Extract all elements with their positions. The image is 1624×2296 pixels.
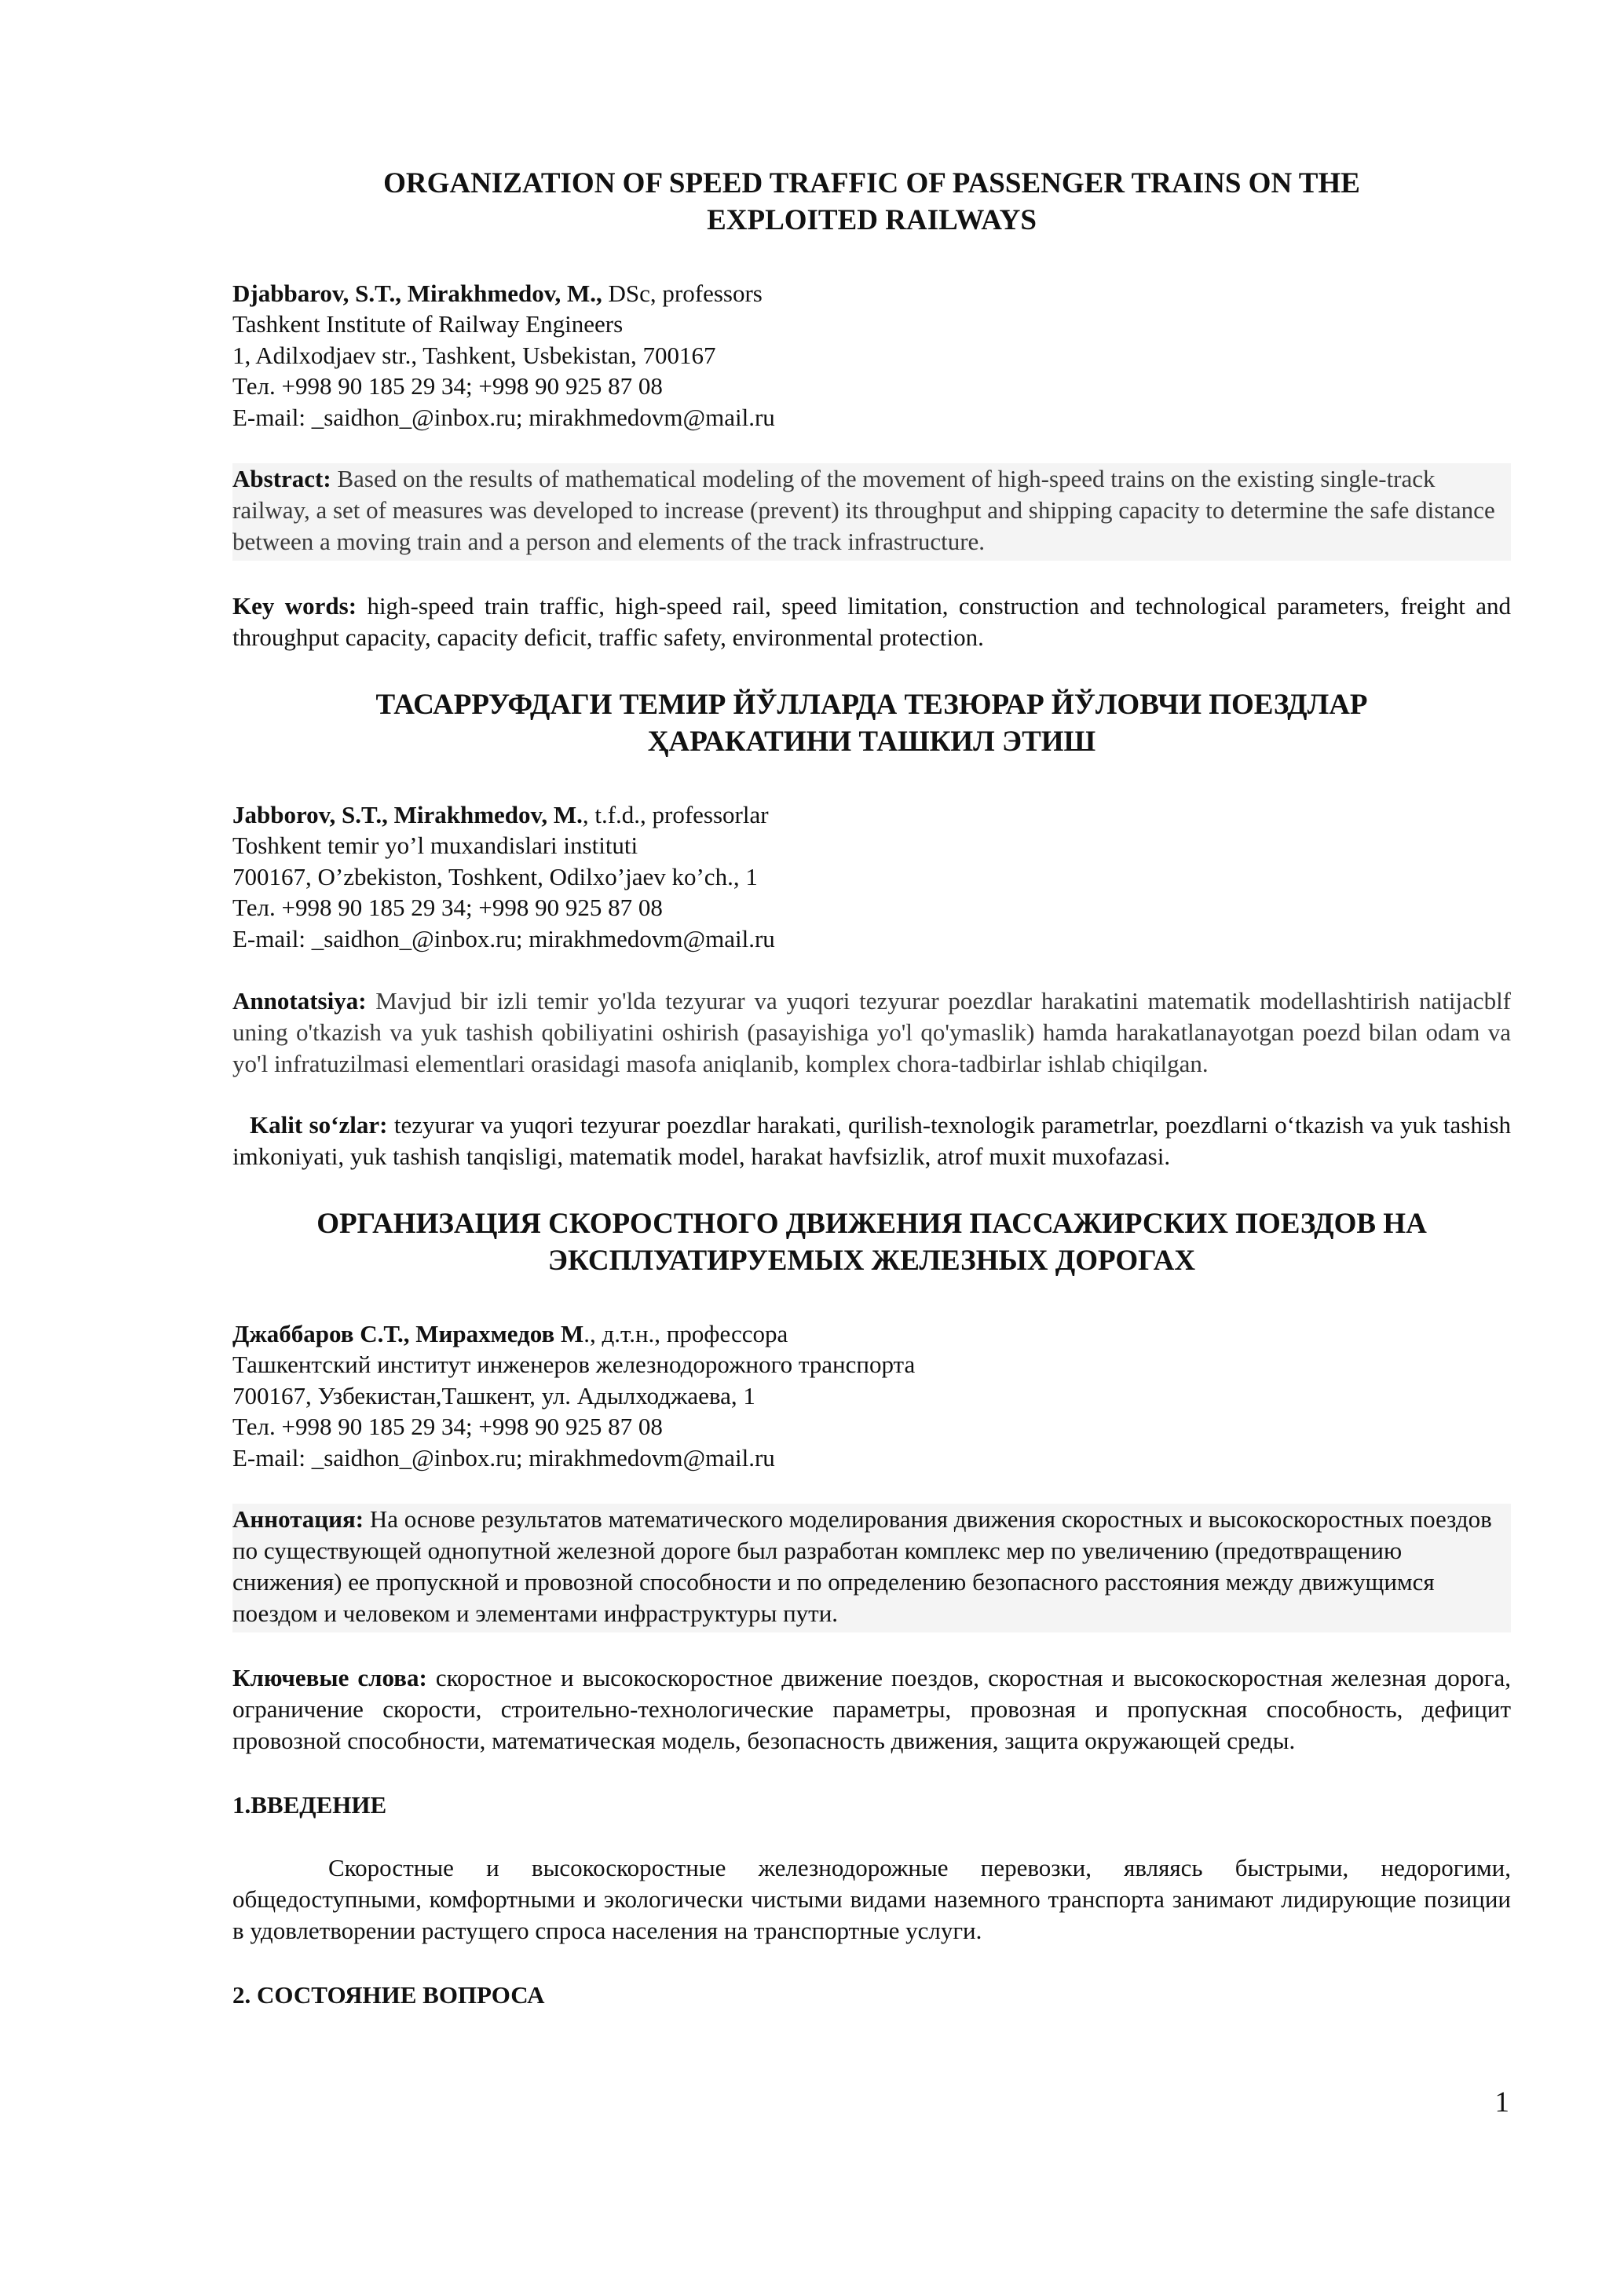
uzbek-authors-block	[232, 799, 1511, 954]
english-email: E-mail: _saidhon_@inbox.ru; mirakhmedovm@mail.ru	[232, 403, 775, 431]
kalit-label: Kalit so‘zlar:	[250, 1111, 388, 1139]
annotation-label: Annotatsiya:	[232, 987, 367, 1015]
russian-authors-block	[232, 1318, 1511, 1473]
uzbek-author-names: Jabborov, S.T., Mirakhmedov, M.	[232, 801, 583, 829]
russian-phone: Тел. +998 90 185 29 34; +998 90 925 87 08	[232, 1413, 663, 1441]
uzbek-address: 700167, O’zbekiston, Toshkent, Odilxo’jaev ko’ch., 1	[232, 862, 758, 890]
kalit-text: tezyurar va yuqori tezyurar poezdlar harakati, qurilish-texnologik parametrlar, poezdlarni o‘tkazish va yuk tashish imkoniyati, yuk tashish tanqisligi, matematik model, harakat havfsizlik, atrof muxit muxofazasi.	[232, 1111, 1512, 1171]
annotatsiya-label: Аннотация:	[232, 1505, 364, 1534]
english-abstract	[232, 463, 1511, 561]
russian-address: 700167, Узбекистан,Ташкент, ул. Адылходжаева, 1	[232, 1381, 755, 1409]
uzbek-affiliation: Toshkent temir yo’l muxandislari instituti	[232, 832, 638, 860]
abstract-text: Based on the results of mathematical modeling of the movement of high-speed trains on the existing single-track railway, a set of measures was developed to increase (prevent) its throughput and shipping capacity to determine the safe distance between a moving train and a person and elements of the track infrastructure.	[232, 465, 1495, 556]
russian-author-degree: ., д.т.н., профессора	[583, 1320, 788, 1348]
uzbek-phone: Тел. +998 90 185 29 34; +998 90 925 87 08	[232, 894, 663, 922]
paper-content	[232, 165, 1511, 2011]
russian-keywords	[232, 1662, 1511, 1757]
english-authors-block	[232, 278, 1511, 433]
english-affiliation: Tashkent Institute of Railway Engineers	[232, 310, 624, 338]
uzbek-author-degree: , t.f.d., professorlar	[582, 801, 769, 829]
russian-authors	[232, 1318, 1511, 1349]
english-author-degree: DSc, professors	[602, 280, 763, 307]
uzbek-email: E-mail: _saidhon_@inbox.ru; mirakhmedovm@mail.ru	[232, 924, 775, 952]
russian-email: E-mail: _saidhon_@inbox.ru; mirakhmedovm@mail.ru	[232, 1443, 775, 1472]
english-keywords	[232, 590, 1511, 653]
russian-author-names: Джаббаров С.Т., Мирахмедов М	[232, 1320, 584, 1348]
keywords-text: high-speed train traffic, high-speed rail, speed limitation, construction and technological parameters, freight and throughput capacity, capacity deficit, traffic safety, environmental protection.	[232, 592, 1511, 652]
keywords-label: Key words:	[232, 592, 357, 620]
klyuchevye-label: Ключевые слова:	[232, 1664, 427, 1692]
page-number: 1	[1494, 2086, 1509, 2119]
english-phone: Тел. +998 90 185 29 34; +998 90 925 87 08	[232, 372, 663, 400]
russian-title: ОРГАНИЗАЦИЯ СКОРОСТНОГО ДВИЖЕНИЯ ПАССАЖИРСКИХ ПОЕЗДОВ НА ЭКСПЛУАТИРУЕМЫХ ЖЕЛЕЗНЫХ ДОРОГАХ	[316, 1208, 1427, 1278]
uzbek-annotation	[232, 985, 1511, 1080]
annotation-text: Mavjud bir izli temir yo'lda tezyurar va yuqori tezyurar poezdlar harakatini matematik modellashtirish natijacblf uning o'tkazish va yuk tashish qobiliyatini oshirish (pasayishiga yo'l qo'ymaslik) hamda harakatlanayotgan poezd bilan odam va yo'l infratuzilmasi elementlari orasidagi masofa aniqlanib, komplex chora-tadbirlar ishlab chiqilgan.	[232, 987, 1511, 1078]
introduction-paragraph: Скоростные и высокоскоростные железнодорожные перевозки, являясь быстрыми, недорогими, общедоступными, комфортными и экологически чистыми видами наземного транспорта занимают лидирующие позиции в удовлетворении растущего спроса населения на транспортные услуги.	[232, 1854, 1511, 1945]
klyuchevye-text: скоростное и высокоскоростное движение поездов, скоростная и высокоскоростная железная дорога, ограничение скорости, строительно-технологические параметры, провозная и пропускная способность, дефицит провозной способности, математическая модель, безопасность движения, защита окружающей среды.	[232, 1664, 1511, 1755]
english-author-names: Djabbarov, S.T., Mirakhmedov, M.,	[232, 280, 602, 307]
section-state-heading: 2. СОСТОЯНИЕ ВОПРОСА	[232, 1981, 545, 2009]
uzbek-authors	[232, 799, 1511, 830]
abstract-label: Abstract:	[232, 465, 331, 493]
section-introduction-heading: 1.ВВЕДЕНИЕ	[232, 1791, 387, 1819]
english-title: ORGANIZATION OF SPEED TRAFFIC OF PASSENGER TRAINS ON THE EXPLOITED RAILWAYS	[383, 167, 1360, 236]
uzbek-title: ТАСАРРУФДАГИ ТЕМИР ЙЎЛЛАРДА ТЕЗЮРАР ЙЎЛОВЧИ ПОЕЗДЛАР ҲАРАКАТИНИ ТАШКИЛ ЭТИШ	[375, 689, 1368, 759]
russian-affiliation: Ташкентский институт инженеров железнодорожного транспорта	[232, 1351, 916, 1379]
english-authors	[232, 278, 1511, 309]
uzbek-keywords	[232, 1110, 1511, 1172]
russian-annotation	[232, 1504, 1511, 1632]
english-address: 1, Adilxodjaev str., Tashkent, Usbekistan, 700167	[232, 341, 716, 369]
annotatsiya-text: На основе результатов математического моделирования движения скоростных и высокоскоростных поездов по существующей однопутной железной дороге был разработан комплекс мер по увеличению (предотвращению снижения) ее пропускной и провозной способности и по определению безопасного расстояния между движущимся поездом и человеком и элементами инфраструктуры пути.	[232, 1505, 1492, 1628]
